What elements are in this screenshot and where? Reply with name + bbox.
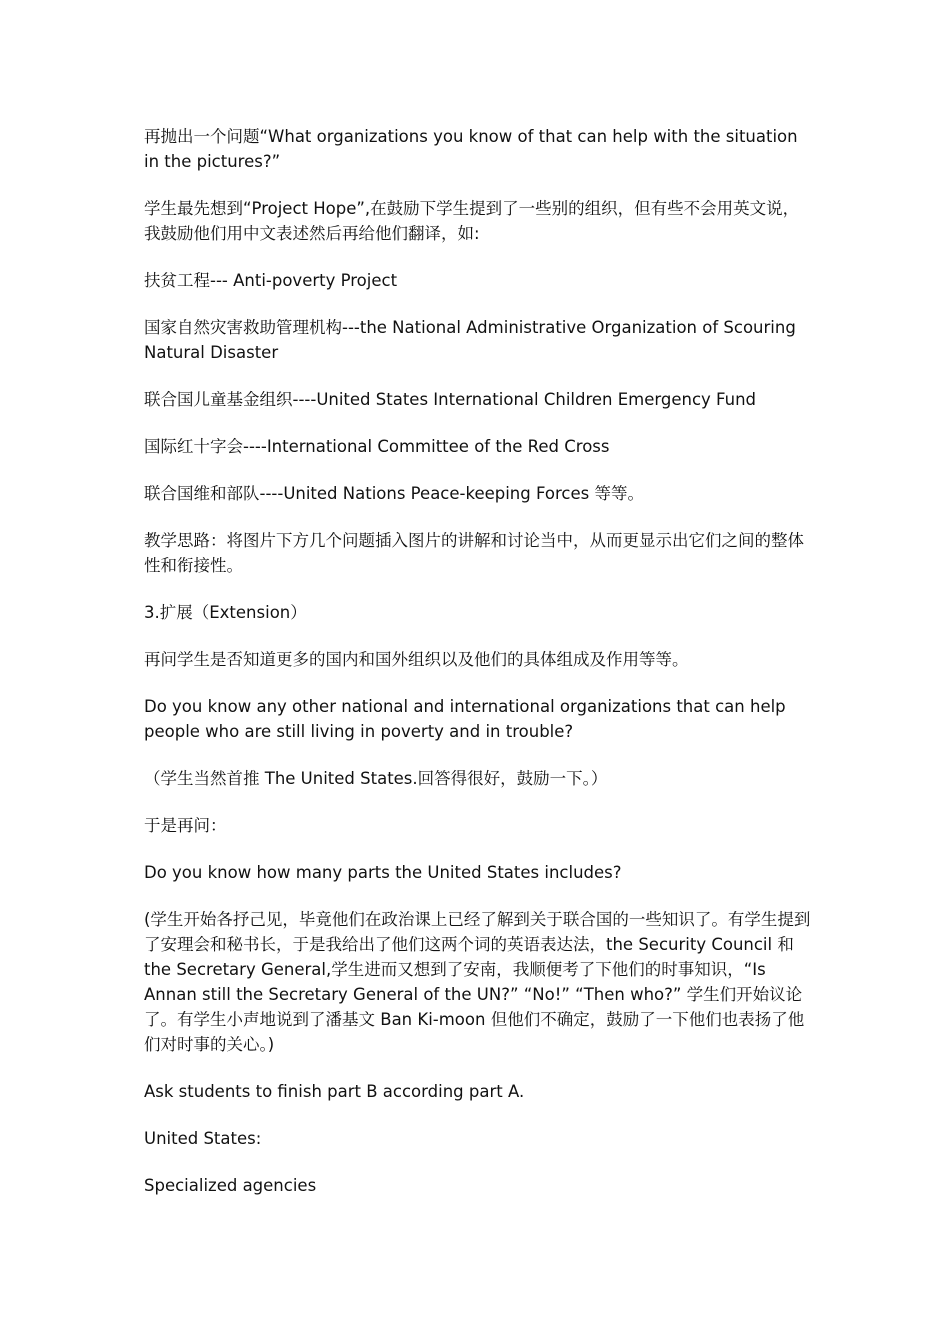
paragraph-student-answers: 学生最先想到“Project Hope”,在鼓励下学生提到了一些别的组织，但有些不会用英文说，我鼓励他们用中文表述然后再给他们翻译，如: [144,199,800,243]
paragraph-children-fund: 联合国儿童基金组织----United States International Children Emergency Fund [144,390,757,409]
paragraph-anti-poverty: 扶贫工程--- Anti-poverty Project [144,271,398,290]
paragraph-question-parts: Do you know how many parts the United States includes? [144,863,622,882]
paragraph-united-states: United States: [144,1129,262,1148]
paragraph-then-ask: 于是再问： [144,816,227,835]
paragraph-teaching-idea: 教学思路：将图片下方几个问题插入图片的讲解和讨论当中，从而更显示出它们之间的整体性和衔接性。 [144,531,804,575]
paragraph-ask-more: 再问学生是否知道更多的国内和国外组织以及他们的具体组成及作用等等。 [144,650,689,669]
paragraph-specialized-agencies: Specialized agencies [144,1176,317,1195]
document-page [144,124,812,1220]
paragraph-discussion: (学生开始各抒己见，毕竟他们在政治课上已经了解到关于联合国的一些知识了。有学生提到了安理会和秘书长，于是我给出了他们这两个词的英语表达法，the Security Council 和 the Secretary General,学生进而又想到了安南，我顺便考了下他们的时事知识，“Is Annan still the Secretary General of the UN?” “No!” “Then who?” 学生们开始议论了。有学生小声地说到了潘基文 Ban Ki-moon 但他们不确定，鼓励了一下他们也表扬了他们对时事的关心。) [144,910,811,1054]
paragraph-peacekeeping: 联合国维和部队----United Nations Peace-keeping Forces 等等。 [144,484,644,503]
paragraph-disaster-organization: 国家自然灾害救助管理机构---the National Administrative Organization of Scouring Natural Disaster [144,318,796,362]
paragraph-finish-part-b: Ask students to finish part B according part A. [144,1082,525,1101]
paragraph-student-response: （学生当然首推 The United States.回答得很好，鼓励一下。） [144,769,608,788]
paragraph-question-intro: 再抛出一个问题“What organizations you know of that can help with the situation in the pictures?” [144,127,798,171]
paragraph-red-cross: 国际红十字会----International Committee of the Red Cross [144,437,610,456]
paragraph-question-organizations: Do you know any other national and international organizations that can help people who are still living in poverty and in trouble? [144,697,786,741]
section-heading-extension: 3.扩展（Extension） [144,603,307,622]
